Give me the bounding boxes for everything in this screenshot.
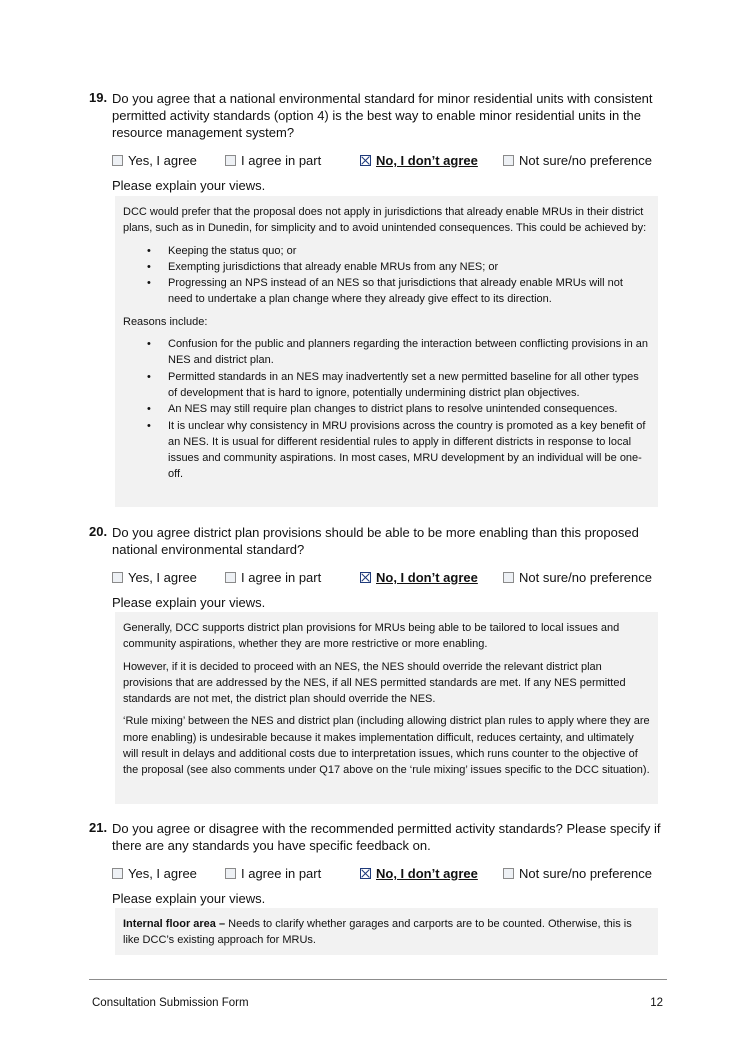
q20-options xyxy=(112,570,672,588)
list-item: • Keeping the status quo; or xyxy=(123,243,650,259)
checkbox-icon[interactable] xyxy=(503,155,514,166)
checkbox-icon[interactable] xyxy=(503,572,514,583)
q19-explain-label: Please explain your views. xyxy=(112,178,266,193)
reasons-heading: Reasons include: xyxy=(123,315,208,328)
page-number: 12 xyxy=(650,997,663,1009)
question-number: 20. xyxy=(89,524,108,539)
question-number: 21. xyxy=(89,820,108,835)
checked-checkbox-icon[interactable] xyxy=(360,868,371,879)
q19-options xyxy=(112,153,672,171)
checked-checkbox-icon[interactable] xyxy=(360,572,371,583)
checked-checkbox-icon[interactable] xyxy=(360,155,371,166)
footer-divider xyxy=(89,979,667,980)
question-number: 19. xyxy=(89,90,108,105)
checkbox-icon[interactable] xyxy=(225,572,236,583)
list-item: • An NES may still require plan changes to district plans to resolve unintended consequences. xyxy=(123,401,650,417)
q21-option-part[interactable]: I agree in part xyxy=(225,866,321,881)
q20-answer-box[interactable] xyxy=(115,612,658,804)
q21-answer-box[interactable] xyxy=(115,908,658,955)
list-item: • Confusion for the public and planners regarding the interaction between conflicting provisions in an NES and district plan. xyxy=(123,336,650,369)
q20-explain-label: Please explain your views. xyxy=(112,595,266,610)
q21-option-no[interactable]: No, I don’t agree xyxy=(360,866,478,881)
list-item: • Exempting jurisdictions that already enable MRUs from any NES; or xyxy=(123,259,650,275)
q19-option-part[interactable]: I agree in part xyxy=(225,153,321,168)
question-19 xyxy=(89,90,661,141)
q20-option-yes[interactable]: Yes, I agree xyxy=(112,570,197,585)
checkbox-icon[interactable] xyxy=(112,572,123,583)
footer-title: Consultation Submission Form xyxy=(92,997,249,1009)
checkbox-icon[interactable] xyxy=(112,868,123,879)
q21-options xyxy=(112,866,672,884)
q20-option-part[interactable]: I agree in part xyxy=(225,570,321,585)
question-text: Do you agree or disagree with the recommended permitted activity standards? Please specify if there are any standards you have specific feedback on. xyxy=(112,821,661,853)
answer-paragraph: Generally, DCC supports district plan provisions for MRUs being able to be tailored to local issues and community aspirations, whether they are more restrictive or more enabling. xyxy=(123,622,620,651)
list-item: • Permitted standards in an NES may inadvertently set a new permitted baseline for all other types of development that is hard to ignore, potentially undermining district plan objectives. xyxy=(123,369,650,402)
checkbox-icon[interactable] xyxy=(225,155,236,166)
answer-intro: DCC would prefer that the proposal does not apply in jurisdictions that already enable MRUs in their district plans, such as in Dunedin, for simplicity and to avoid unintended consequences. This could be achieved by: xyxy=(123,206,647,235)
q21-option-not-sure[interactable]: Not sure/no preference xyxy=(503,866,652,881)
q20-option-no[interactable]: No, I don’t agree xyxy=(360,570,478,585)
q19-answer-box[interactable] xyxy=(115,196,658,507)
checkbox-icon[interactable] xyxy=(503,868,514,879)
answer-lead-text: Needs to clarify whether garages and carports are to be counted. Otherwise, this is like DCC’s existing approach for MRUs. xyxy=(123,918,632,947)
answer-paragraph: ‘Rule mixing’ between the NES and district plan (including allowing district plan rules to apply where they are more enabling) is undesirable because it makes implementation difficult, reduces certainty, and ultimately will result in delays and additional costs due to interpretation issues, which runs counter to the objective of the proposal (see also comments under Q17 above on the ‘rule mixing’ issues specific to the DCC situation). xyxy=(123,715,650,777)
q19-option-yes[interactable]: Yes, I agree xyxy=(112,153,197,168)
q21-option-yes[interactable]: Yes, I agree xyxy=(112,866,197,881)
question-20 xyxy=(89,524,661,558)
reasons-list xyxy=(123,336,650,483)
q20-option-not-sure[interactable]: Not sure/no preference xyxy=(503,570,652,585)
answer-paragraph: However, if it is decided to proceed with an NES, the NES should override the relevant district plan provisions that are addressed by the NES, if all NES permitted standards are met. If any NES permitted standards are not met, the district plan should override the NES. xyxy=(123,660,626,706)
question-text: Do you agree district plan provisions should be able to be more enabling than this proposed national environmental standard? xyxy=(112,525,639,557)
q19-option-not-sure[interactable]: Not sure/no preference xyxy=(503,153,652,168)
q19-option-no[interactable]: No, I don’t agree xyxy=(360,153,478,168)
question-21 xyxy=(89,820,661,854)
question-text: Do you agree that a national environmental standard for minor residential units with consistent permitted activity standards (option 4) is the best way to enable minor residential units in the resource management system? xyxy=(112,91,653,140)
checkbox-icon[interactable] xyxy=(112,155,123,166)
q21-explain-label: Please explain your views. xyxy=(112,891,266,906)
list-item: • Progressing an NPS instead of an NES so that jurisdictions that already enable MRUs will not need to undertake a plan change where they already give effect to its direction. xyxy=(123,275,650,308)
answer-lead-bold: Internal floor area – xyxy=(123,918,226,930)
list-item: • It is unclear why consistency in MRU provisions across the country is promoted as a key benefit of an NES. It is usual for different residential rules to apply in different districts in response to local issues and community aspirations. In most cases, MRU development by an individual will be one-off. xyxy=(123,418,650,483)
answer-paragraph xyxy=(123,916,650,949)
checkbox-icon[interactable] xyxy=(225,868,236,879)
answer-options-list xyxy=(123,243,650,308)
